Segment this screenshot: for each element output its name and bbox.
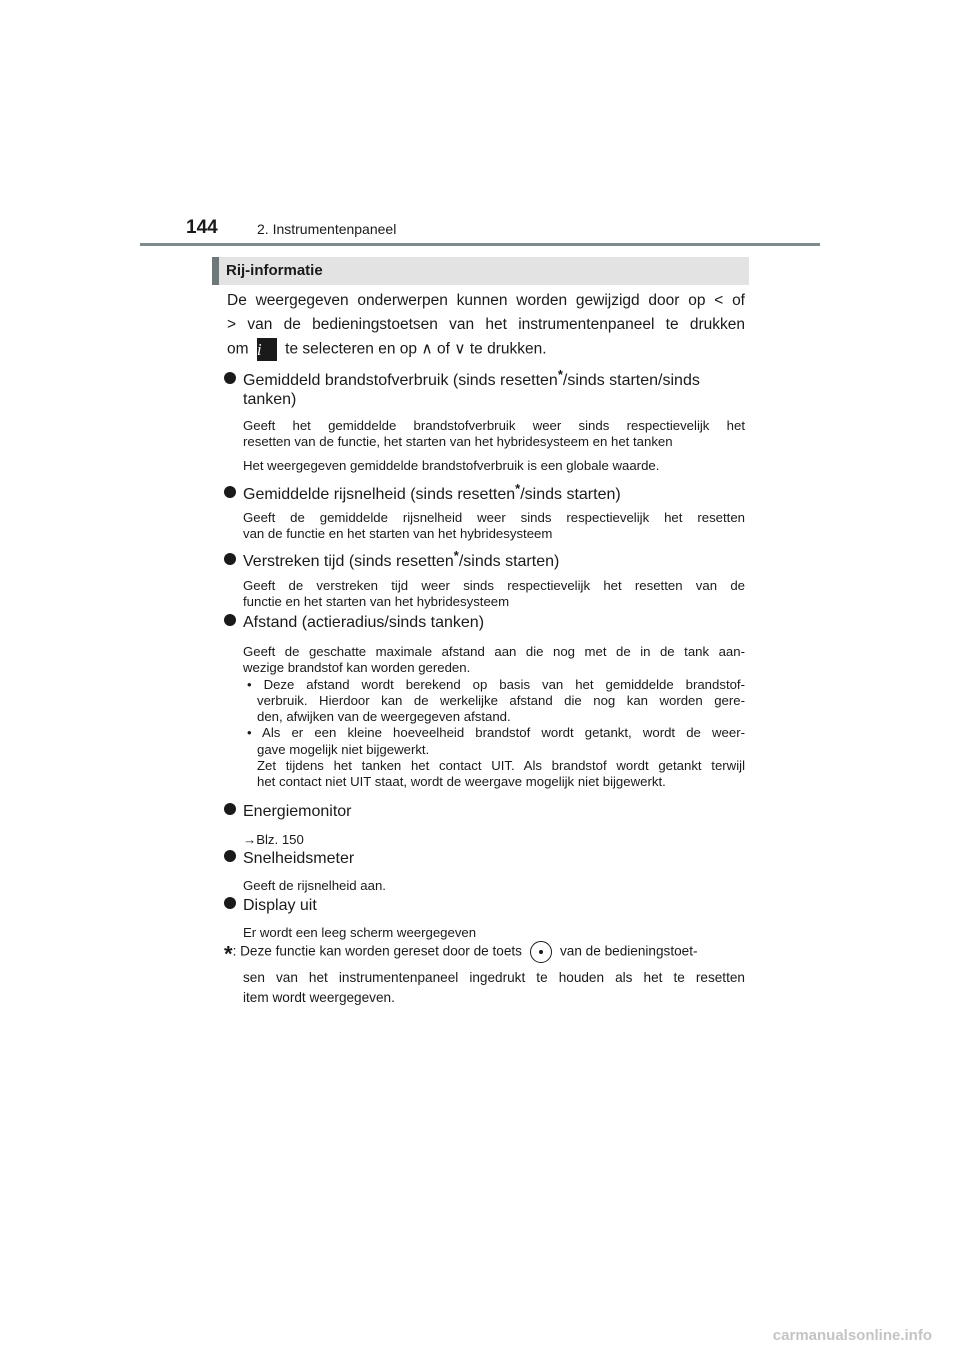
intro-line-3: [227, 338, 745, 361]
section-tab-marker: [212, 257, 219, 285]
bullet-icon: [224, 486, 236, 498]
intro-line-3-end: te selecteren en op ∧ of ∨ te drukken.: [285, 340, 547, 358]
speedometer-description: Geeft de rijsnelheid aan.: [243, 878, 386, 893]
list-item-energy-title: Energiemonitor: [224, 803, 352, 821]
section-header: [212, 257, 749, 285]
header-rule: [140, 243, 820, 246]
energy-page-reference: →Blz. 150: [243, 832, 304, 847]
watermark: carmanualsonline.info: [772, 1327, 932, 1344]
avg-fuel-note: Het weergegeven gemiddelde brandstofverbruik is een globale waarde.: [243, 458, 660, 473]
list-item-elapsed-time-title: Verstreken tijd (sinds resetten*/sinds starten): [224, 548, 559, 571]
list-item-display-off-title: Display uit: [224, 897, 317, 915]
avg-speed-description: Geeft de gemiddelde rijsnelheid weer sinds respectievelijk het resetten van de functie en het starten van het hybridesysteem: [243, 510, 745, 541]
section-title: Rij-informatie: [226, 262, 323, 279]
page-number: 144: [186, 217, 218, 238]
footnote-marker: *: [453, 548, 459, 563]
intro-line-1: De weergegeven onderwerpen kunnen worden gewijzigd door op < of: [227, 292, 745, 309]
list-item-speedometer-title: Snelheidsmeter: [224, 850, 354, 868]
avg-fuel-description: Geeft het gemiddelde brandstofverbruik weer sinds respectievelijk het resetten van de functie, het starten van het hybridesysteem en het tanken: [243, 418, 745, 449]
reset-button-icon: [530, 941, 552, 963]
list-item-avg-fuel-title: Gemiddeld brandstofverbruik (sinds resetten*/sinds starten/sinds: [224, 367, 700, 390]
bullet-icon: [224, 897, 236, 909]
intro-line-3-start: om: [227, 340, 249, 358]
intro-line-2: > van de bedieningstoetsen van het instrumentenpaneel te drukken: [227, 316, 745, 333]
bullet-icon: [224, 372, 236, 384]
display-off-description: Er wordt een leeg scherm weergegeven: [243, 925, 477, 940]
chapter-title: 2. Instrumentenpaneel: [257, 221, 397, 237]
list-item-avg-speed-title: Gemiddelde rijsnelheid (sinds resetten*/sinds starten): [224, 481, 621, 504]
distance-description: Geeft de geschatte maximale afstand aan die nog met de in de tank aan- wezige brandstof kan worden gereden. • Deze afstand wordt berekend op basis van het gemiddelde brandstof- verbruik. Hierdoor kan de werkelijke afstand die nog kan worden gere- den, afwijken van de weergegeven afstand. • Als er een kleine hoeveelheid brandstof wordt getankt, wordt de weer- gave mogelijk niet bijgewerkt. Zet tijdens het tanken het contact UIT. Als brandstof wordt getankt terwijl het contact niet UIT staat, wordt de weergave mogelijk niet bijgewerkt.: [243, 644, 745, 790]
elapsed-time-description: Geeft de verstreken tijd weer sinds respectievelijk het resetten van de functie en het starten van het hybridesysteem: [243, 578, 745, 609]
bullet-icon: [224, 850, 236, 862]
footnote: *: Deze functie kan worden gereset door de toets van de bedieningstoet- sen van het instrumentenpaneel ingedrukt te houden als het te resetten item wordt weergegeven.: [224, 941, 745, 1005]
bullet-icon: [224, 803, 236, 815]
list-item-avg-fuel-title-2: tanken): [243, 391, 297, 408]
footnote-marker: *: [515, 481, 521, 496]
footnote-marker: *: [557, 367, 563, 382]
bullet-icon: [224, 553, 236, 565]
footnote-asterisk: *: [224, 941, 233, 967]
info-icon: i: [257, 338, 277, 361]
bullet-icon: [224, 614, 236, 626]
list-item-distance-title: Afstand (actieradius/sinds tanken): [224, 614, 484, 632]
